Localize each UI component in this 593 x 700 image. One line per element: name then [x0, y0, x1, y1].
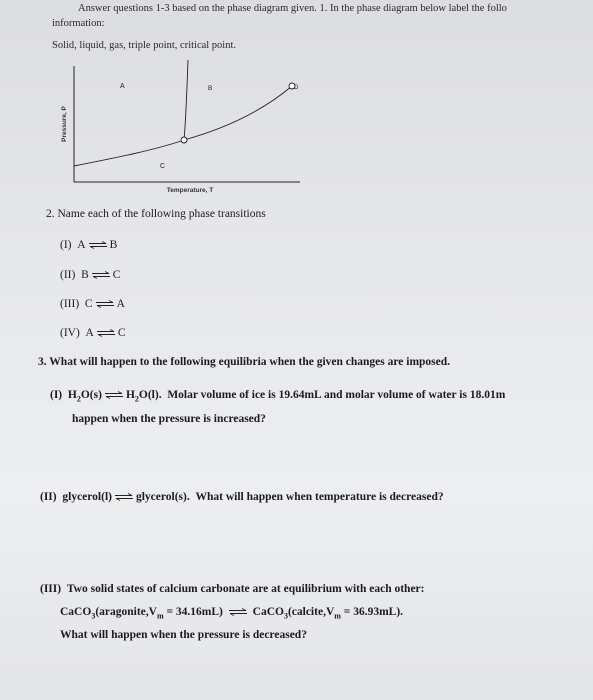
q3-iii-right-sub: 3	[283, 611, 288, 621]
q3-i-left-sub: 2	[76, 394, 81, 404]
item-num: (III)	[60, 298, 80, 310]
q3-title: 3. What will happen to the following equilibria when the given changes are imposed.	[38, 356, 451, 368]
sublimation-curve	[74, 140, 184, 166]
q3-iii-right: CaCO	[252, 606, 284, 618]
q3-iii-line-1	[40, 583, 424, 595]
equilibrium-arrow-icon	[88, 241, 108, 249]
q3-i-right: H	[125, 389, 135, 401]
header-line-2: information:	[52, 18, 105, 29]
q3-iii-left-sub: 3	[91, 611, 96, 621]
q3-ii-left: glycerol(l)	[62, 491, 112, 503]
item-from: A	[77, 239, 86, 251]
item-to: C	[117, 327, 126, 339]
q3-i-line-1	[50, 389, 505, 403]
item-num: (I)	[60, 239, 72, 251]
q2-title: 2. Name each of the following phase transitions	[46, 208, 266, 220]
equilibrium-arrow-icon	[95, 300, 115, 308]
header-line-3: Solid, liquid, gas, triple point, critical point.	[52, 40, 237, 51]
label-b: B	[208, 85, 213, 92]
equilibrium-arrow-icon	[114, 493, 134, 501]
header-line-1: Answer questions 1-3 based on the phase diagram given. 1. In the phase diagram below label the follo	[78, 3, 507, 14]
q3-ii-line	[40, 491, 444, 503]
q3-iii-line-2	[60, 606, 403, 620]
triple-point	[181, 137, 187, 143]
q3-i-line-2: happen when the pressure is increased?	[72, 413, 266, 425]
q3-i-left: H	[67, 389, 77, 401]
q3-iii-left-val: = 34.16mL)	[163, 606, 223, 618]
item-num: (II)	[60, 269, 76, 281]
equilibrium-arrow-icon	[91, 271, 111, 279]
q3-iii-left-rest: (aragonite,V	[95, 606, 157, 618]
q2-item-3	[60, 298, 125, 310]
vaporization-curve	[184, 86, 292, 140]
item-to: C	[112, 269, 121, 281]
q3-i-right-sub: 2	[134, 394, 139, 404]
item-from: B	[81, 269, 89, 281]
q2-item-4	[60, 327, 126, 339]
q3-ii-right: glycerol(s).	[135, 491, 190, 503]
q3-iii-text: Two solid states of calcium carbonate are at equilibrium with each other:	[66, 583, 425, 595]
item-to: A	[116, 298, 125, 310]
q3-iii-line-3: What will happen when the pressure is decreased?	[60, 629, 307, 641]
equilibrium-arrow-icon	[104, 391, 124, 399]
q3-ii-text: What will happen when temperature is decreased?	[195, 491, 444, 503]
phase-diagram	[60, 58, 310, 200]
q3-i-text: Molar volume of ice is 19.64mL and molar volume of water is 18.01m	[167, 389, 506, 401]
q3-iii-num: (III)	[40, 583, 62, 595]
label-a: A	[120, 83, 125, 90]
q3-iii-right-rest: (calcite,V	[287, 606, 335, 618]
fusion-curve	[184, 60, 188, 140]
item-num: (IV)	[60, 327, 80, 339]
q2-item-2	[60, 269, 120, 281]
label-c: C	[160, 163, 166, 170]
item-to: B	[109, 239, 118, 251]
q3-i-right-rest: O(l).	[138, 389, 162, 401]
q3-iii-right-vm-sub: m	[334, 611, 341, 621]
q3-iii-left-vm-sub: m	[156, 611, 164, 621]
item-from: A	[85, 327, 94, 339]
q2-item-1	[60, 239, 117, 251]
item-from: C	[84, 298, 93, 310]
q3-i-num: (I)	[50, 389, 63, 401]
q3-ii-num: (II)	[40, 491, 57, 503]
x-axis-label: Temperature, T	[166, 187, 214, 194]
label-d: D	[294, 85, 299, 91]
q3-iii-left: CaCO	[60, 606, 92, 618]
q3-iii-right-val: = 36.93mL).	[340, 606, 404, 618]
equilibrium-arrow-icon	[228, 608, 248, 616]
equilibrium-arrow-icon	[96, 329, 116, 337]
y-axis-label: Pressure, P	[61, 106, 68, 142]
q3-i-left-rest: O(s)	[80, 389, 102, 401]
